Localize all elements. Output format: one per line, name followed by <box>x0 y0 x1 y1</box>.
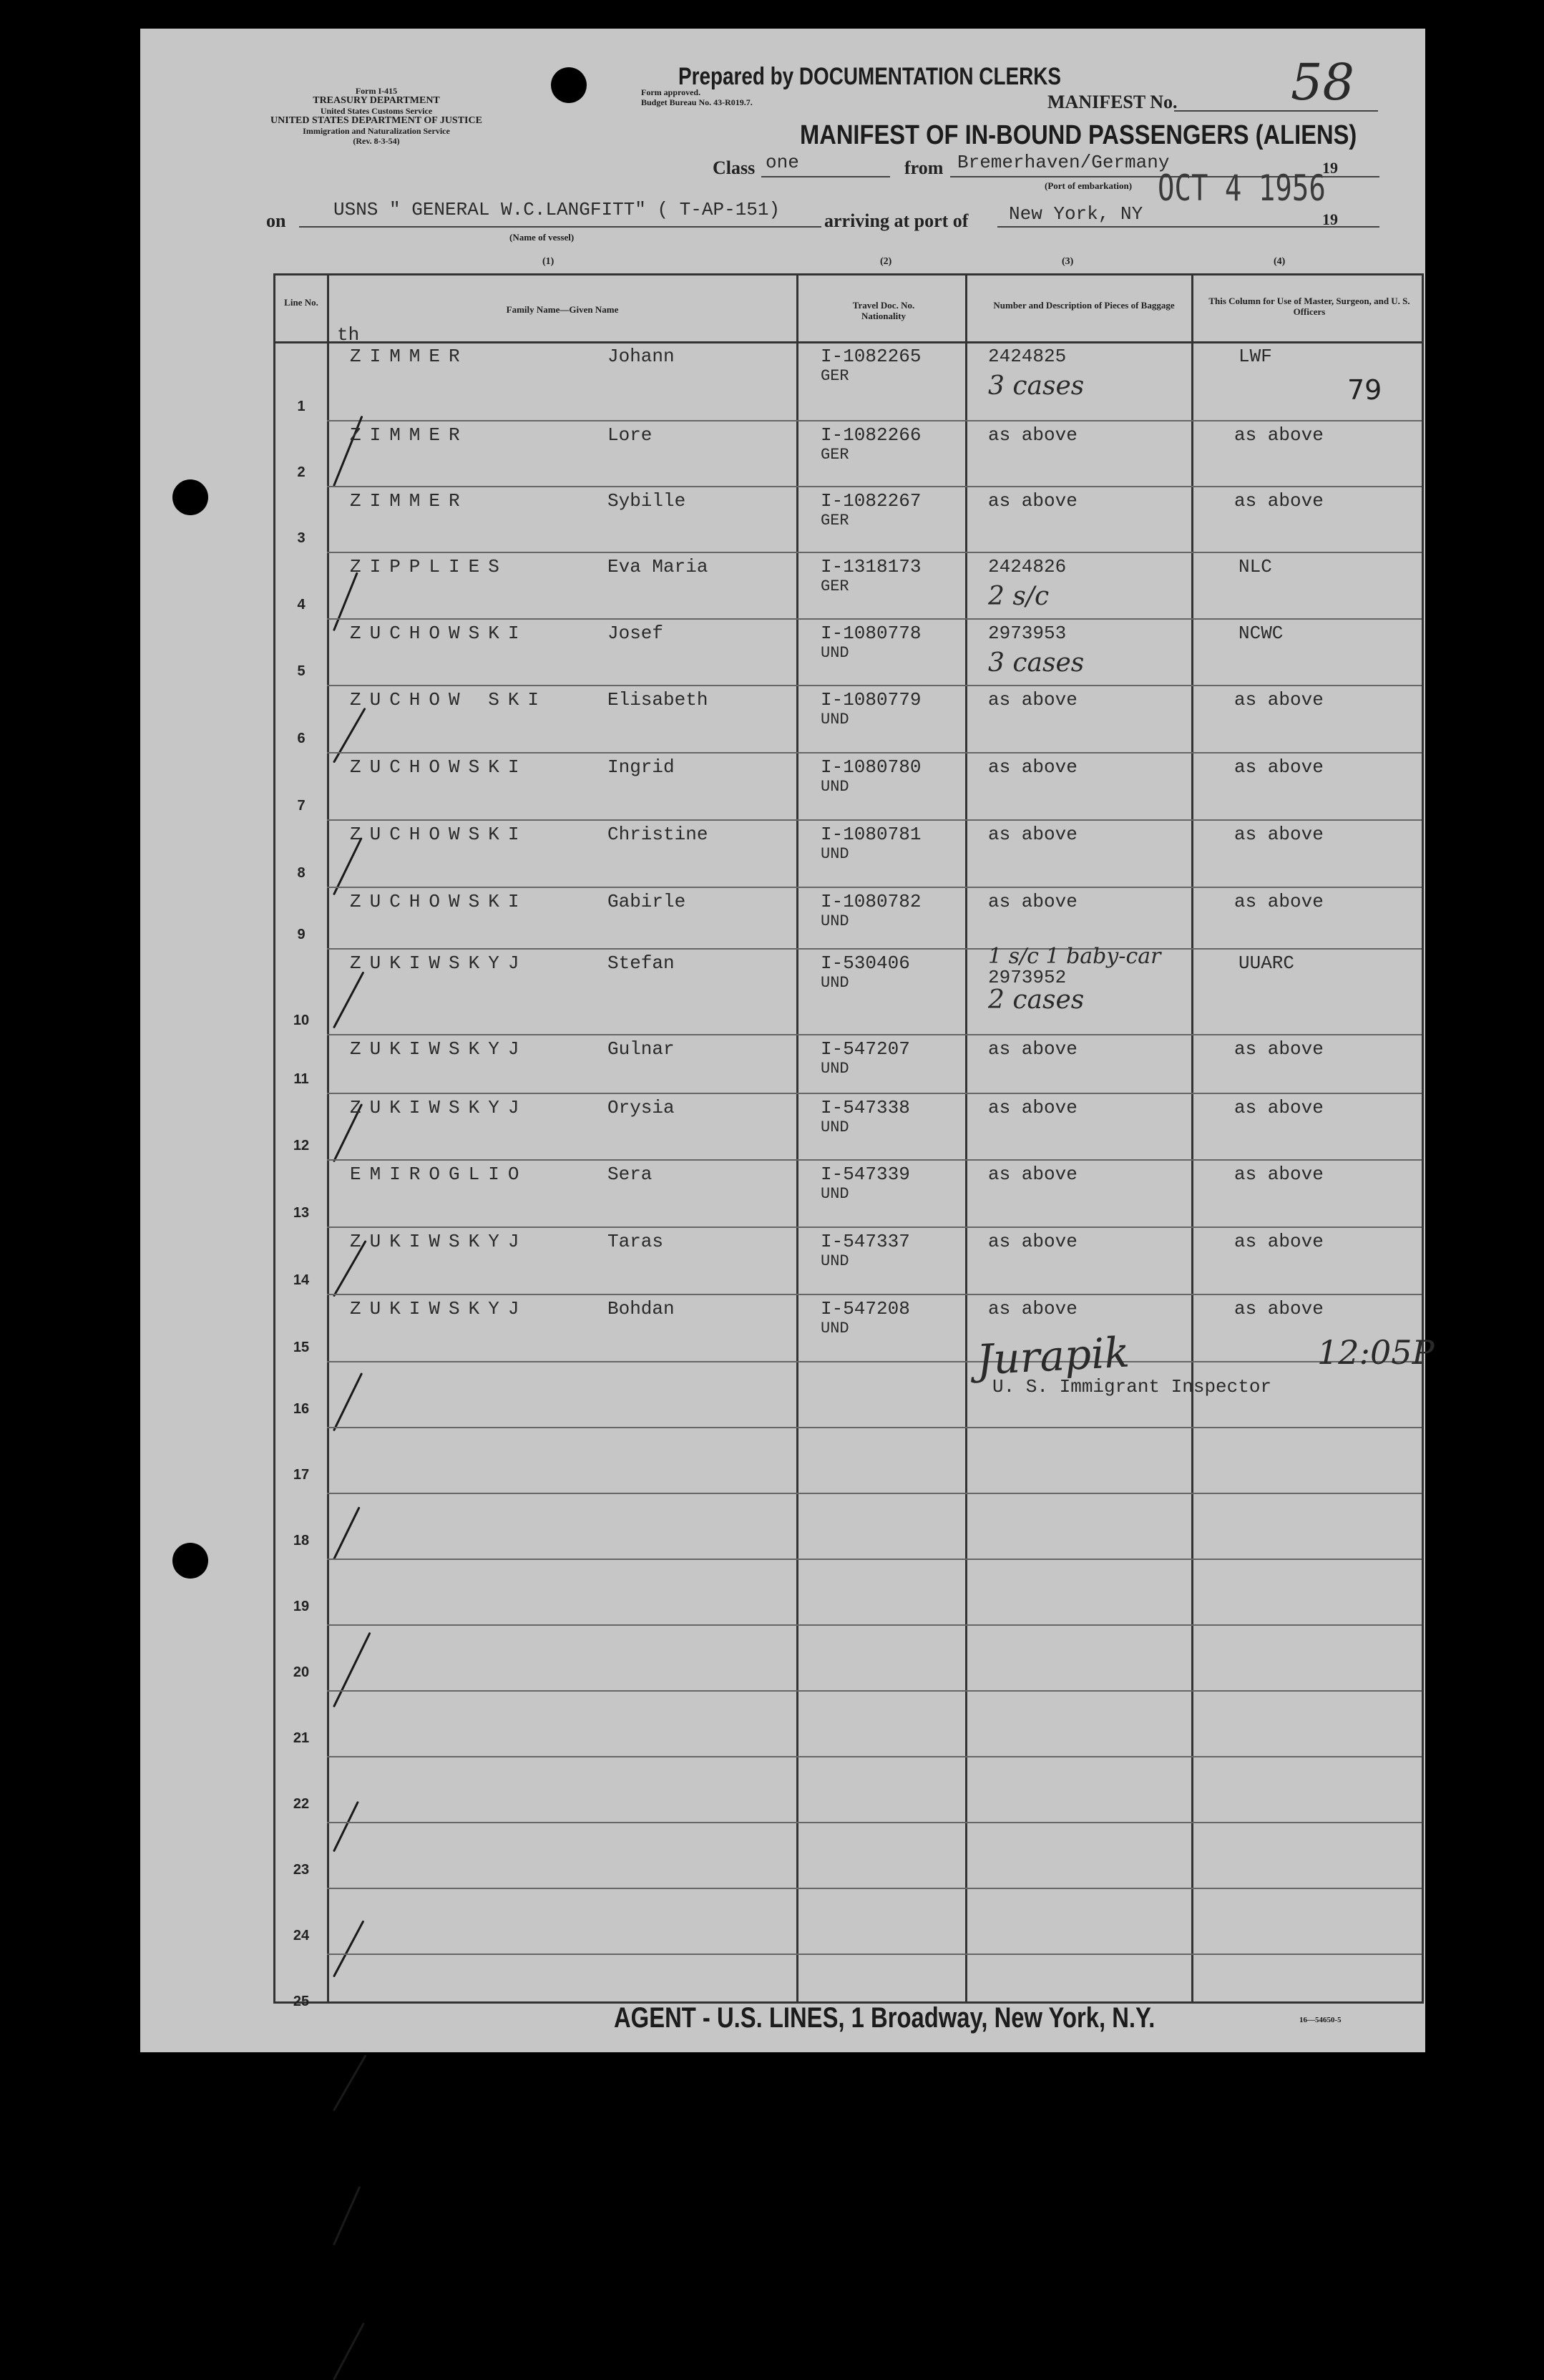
from-label: from <box>904 157 944 178</box>
budget-bureau: Budget Bureau No. 43-R019.7. <box>641 97 753 107</box>
class-value: one <box>766 152 799 173</box>
form-number: Form I-415 <box>355 86 398 96</box>
given-name: Orysia <box>607 1097 675 1118</box>
family-name: ZUKIWSKYJ <box>350 1231 528 1252</box>
baggage: as above <box>988 756 1078 778</box>
table-row <box>275 819 1422 887</box>
footer-agent: AGENT - U.S. LINES, 1 Broadway, New York, N.Y. <box>614 2002 1155 2034</box>
given-name: Josef <box>607 623 664 644</box>
empty-line-number: 25 <box>293 1994 310 2009</box>
baggage: as above <box>988 1038 1078 1060</box>
line-number: 12 <box>293 1138 310 1154</box>
family-name: ZIMMER <box>350 490 469 512</box>
travel-doc-no: I-1080779 <box>821 689 922 711</box>
officer-use: as above <box>1234 1298 1324 1320</box>
family-name: ZUKIWSKYJ <box>350 1298 528 1320</box>
table-row <box>275 1034 1422 1093</box>
travel-doc-no: I-1080780 <box>821 756 922 778</box>
row-divider <box>327 1888 1422 1889</box>
empty-line-number: 23 <box>293 1862 310 1878</box>
baggage: as above <box>988 1164 1078 1185</box>
class-label: Class <box>713 157 756 178</box>
officer-use: NLC <box>1238 556 1272 577</box>
given-name: Sera <box>607 1164 653 1185</box>
vessel-caption: (Name of vessel) <box>509 232 575 243</box>
given-name: Eva Maria <box>607 556 708 577</box>
officer-use: as above <box>1234 689 1324 711</box>
baggage: as above <box>988 824 1078 845</box>
punch-hole-lower <box>172 1543 208 1579</box>
travel-doc-no: I-547338 <box>821 1097 910 1118</box>
given-name: Stefan <box>607 952 675 974</box>
line-number: 1 <box>297 399 306 414</box>
family-name: ZUCHOWSKI <box>350 891 528 912</box>
baggage: as above <box>988 1097 1078 1118</box>
given-name: Sybille <box>607 490 686 512</box>
ins-service: Immigration and Naturalization Service <box>303 126 450 136</box>
given-name: Christine <box>607 824 708 845</box>
inspector-signature: Jurapik <box>975 1327 1131 1385</box>
travel-doc-no: I-1082267 <box>821 490 922 512</box>
row-divider <box>327 1493 1422 1494</box>
officer-use: as above <box>1234 1097 1324 1118</box>
baggage: as above <box>988 689 1078 711</box>
form-approved: Form approved. <box>641 87 701 97</box>
family-name: ZIPPLIES <box>350 556 508 577</box>
table-row <box>275 887 1422 948</box>
table-row <box>275 618 1422 685</box>
given-name: Ingrid <box>607 756 675 778</box>
travel-doc-no: I-547339 <box>821 1164 910 1185</box>
baggage-handwritten: 3 cases <box>988 648 1085 678</box>
row-divider <box>327 1756 1422 1757</box>
family-name: ZUCHOW SKI <box>350 689 548 711</box>
punch-hole-top <box>551 67 587 103</box>
nationality: GER <box>821 512 849 530</box>
row-divider <box>327 1624 1422 1626</box>
customs-service: United States Customs Service <box>320 106 433 116</box>
nationality: UND <box>821 1185 849 1203</box>
manifest-no-label: MANIFEST No. <box>1047 92 1178 112</box>
inspector-title: U. S. Immigrant Inspector <box>992 1376 1272 1398</box>
check-mark <box>333 2054 367 2111</box>
line-number: 4 <box>297 597 306 613</box>
row-divider <box>327 1559 1422 1560</box>
row-divider <box>327 1954 1422 1955</box>
officer-use: as above <box>1234 490 1324 512</box>
empty-line-number: 19 <box>293 1599 310 1614</box>
given-name: Gabirle <box>607 891 686 912</box>
nationality: UND <box>821 912 849 930</box>
line-number: 7 <box>297 798 306 814</box>
baggage: as above <box>988 1298 1078 1320</box>
travel-doc-no: I-1082266 <box>821 424 922 446</box>
margin-note-79: 79 <box>1347 374 1382 406</box>
nationality: UND <box>821 711 849 728</box>
officer-use: NCWC <box>1238 623 1284 644</box>
given-name: Elisabeth <box>607 689 708 711</box>
check-mark <box>333 2323 365 2380</box>
officer-use: as above <box>1234 824 1324 845</box>
table-row <box>275 486 1422 552</box>
baggage-handwritten: 2 s/c <box>988 582 1050 611</box>
officer-use: as above <box>1234 756 1324 778</box>
officer-use: as above <box>1234 1038 1324 1060</box>
row-divider <box>327 1427 1422 1428</box>
footer-code: 16—54650-5 <box>1299 2016 1342 2024</box>
family-name: ZUKIWSKYJ <box>350 1097 528 1118</box>
header-name: Family Name—Given Name <box>506 304 619 315</box>
table-row <box>275 341 1422 420</box>
agency-block <box>248 86 505 146</box>
punch-hole-middle <box>172 479 208 515</box>
nationality: UND <box>821 1252 849 1270</box>
nationality: UND <box>821 845 849 863</box>
travel-doc-no: I-1080778 <box>821 623 922 644</box>
family-name: ZUKIWSKYJ <box>350 952 528 974</box>
line-number: 5 <box>297 663 306 679</box>
vessel-name: USNS " GENERAL W.C.LANGFITT" ( T-AP-151) <box>333 199 781 220</box>
header-officers: This Column for Use of Master, Surgeon, and U. S. Officers <box>1208 296 1410 317</box>
year-prefix-2: 19 <box>1322 210 1338 228</box>
line-number: 2 <box>297 464 306 480</box>
table-row <box>275 420 1422 486</box>
colnum-2: (2) <box>880 256 892 267</box>
travel-doc-no: I-547207 <box>821 1038 910 1060</box>
port-embark-caption: (Port of embarkation) <box>1045 180 1133 191</box>
table-row <box>275 685 1422 752</box>
nationality: UND <box>821 778 849 796</box>
nationality: GER <box>821 446 849 464</box>
nationality: UND <box>821 1060 849 1078</box>
line-number: 10 <box>293 1013 310 1028</box>
baggage: as above <box>988 490 1078 512</box>
row-divider <box>327 1361 1422 1362</box>
baggage: 2973952 <box>988 967 1067 988</box>
header-baggage: Number and Description of Pieces of Baggage <box>993 300 1175 311</box>
table-row <box>275 1159 1422 1226</box>
line-number: 14 <box>293 1272 310 1288</box>
arriving-port: New York, NY <box>1009 203 1143 225</box>
officer-use: as above <box>1234 1231 1324 1252</box>
date-stamp: OCT 4 1956 <box>1158 167 1326 209</box>
empty-line-number: 24 <box>293 1928 310 1943</box>
year-prefix-1: 19 <box>1322 159 1338 177</box>
manifest-number: 58 <box>1291 53 1355 112</box>
travel-doc-no: I-1080781 <box>821 824 922 845</box>
treasury-dept: TREASURY DEPARTMENT <box>313 95 440 106</box>
family-name: ZUCHOWSKI <box>350 824 528 845</box>
check-mark <box>333 1920 364 1977</box>
family-name: EMIROGLIO <box>350 1164 528 1185</box>
given-name: Lore <box>607 424 653 446</box>
on-label: on <box>266 210 286 231</box>
line-number: 3 <box>297 530 306 546</box>
table-row <box>275 752 1422 819</box>
empty-line-number: 22 <box>293 1796 310 1812</box>
empty-line-number: 17 <box>293 1467 310 1483</box>
nationality: GER <box>821 367 849 385</box>
row-divider <box>327 1822 1422 1823</box>
class-underline <box>761 176 890 177</box>
check-mark <box>333 2186 361 2245</box>
family-name: ZIMMER <box>350 346 469 367</box>
colnum-3: (3) <box>1062 256 1074 267</box>
check-mark <box>333 1372 363 1431</box>
baggage: as above <box>988 1231 1078 1252</box>
given-name: Taras <box>607 1231 664 1252</box>
baggage: 2973953 <box>988 623 1067 644</box>
travel-doc-no: I-1082265 <box>821 346 922 367</box>
header-travel-doc: Travel Doc. No. Nationality <box>852 300 915 321</box>
vessel-underline <box>299 226 821 228</box>
officer-use: LWF <box>1238 346 1272 367</box>
header-line-no: Line No. <box>284 297 318 308</box>
travel-doc-no: I-1318173 <box>821 556 922 577</box>
travel-doc-no: I-547208 <box>821 1298 910 1320</box>
officer-use: as above <box>1234 424 1324 446</box>
manifest-page <box>140 29 1435 2052</box>
table-row <box>275 552 1422 618</box>
th-note: th <box>337 324 360 346</box>
baggage-handwritten: 2 cases <box>988 985 1085 1015</box>
family-name: ZIMMER <box>350 424 469 446</box>
manifest-title: MANIFEST OF IN-BOUND PASSENGERS (ALIENS) <box>800 120 1357 150</box>
revision: (Rev. 8-3-54) <box>353 136 400 146</box>
passenger-table <box>273 273 1435 2009</box>
given-name: Bohdan <box>607 1298 675 1320</box>
inspector-time: 12:05P <box>1317 1333 1435 1372</box>
nationality: UND <box>821 1320 849 1337</box>
nationality: UND <box>821 1118 849 1136</box>
baggage: as above <box>988 891 1078 912</box>
baggage: 2424826 <box>988 556 1067 577</box>
officer-use: UUARC <box>1238 952 1295 974</box>
nationality: UND <box>821 644 849 662</box>
line-number: 8 <box>297 865 306 881</box>
justice-dept: UNITED STATES DEPARTMENT OF JUSTICE <box>270 115 482 126</box>
table-row <box>275 1226 1422 1294</box>
officer-use: as above <box>1234 1164 1324 1185</box>
baggage: as above <box>988 424 1078 446</box>
row-divider <box>327 1690 1422 1692</box>
baggage: 2424825 <box>988 346 1067 367</box>
colnum-1: (1) <box>542 256 554 267</box>
check-mark <box>333 1801 359 1852</box>
prepared-by-stamp: Prepared by DOCUMENTATION CLERKS <box>678 63 1061 90</box>
baggage-handwritten: 3 cases <box>988 371 1085 401</box>
empty-line-number: 21 <box>293 1730 310 1746</box>
empty-line-number: 18 <box>293 1533 310 1549</box>
given-name: Johann <box>607 346 675 367</box>
empty-line-number: 20 <box>293 1664 310 1680</box>
nationality: UND <box>821 974 849 992</box>
colnum-4: (4) <box>1274 256 1286 267</box>
baggage-handwritten-top: 1 s/c 1 baby-car <box>988 944 1161 969</box>
check-mark <box>333 1506 361 1560</box>
from-value: Bremerhaven/Germany <box>957 152 1170 173</box>
table-row <box>275 1294 1422 1361</box>
arriving-label: arriving at port of <box>824 210 969 231</box>
line-number: 6 <box>297 731 306 746</box>
travel-doc-no: I-1080782 <box>821 891 922 912</box>
family-name: ZUCHOWSKI <box>350 623 528 644</box>
check-mark <box>333 1632 371 1708</box>
line-number: 15 <box>293 1340 310 1355</box>
travel-doc-no: I-547337 <box>821 1231 910 1252</box>
family-name: ZUKIWSKYJ <box>350 1038 528 1060</box>
empty-line-number: 16 <box>293 1401 310 1417</box>
officer-use: as above <box>1234 891 1324 912</box>
family-name: ZUCHOWSKI <box>350 756 528 778</box>
travel-doc-no: I-530406 <box>821 952 910 974</box>
line-number: 13 <box>293 1205 310 1221</box>
nationality: GER <box>821 577 849 595</box>
given-name: Gulnar <box>607 1038 675 1060</box>
line-number: 9 <box>297 927 306 942</box>
line-number: 11 <box>293 1071 309 1087</box>
table-row <box>275 1093 1422 1159</box>
table-row <box>275 944 1422 1034</box>
